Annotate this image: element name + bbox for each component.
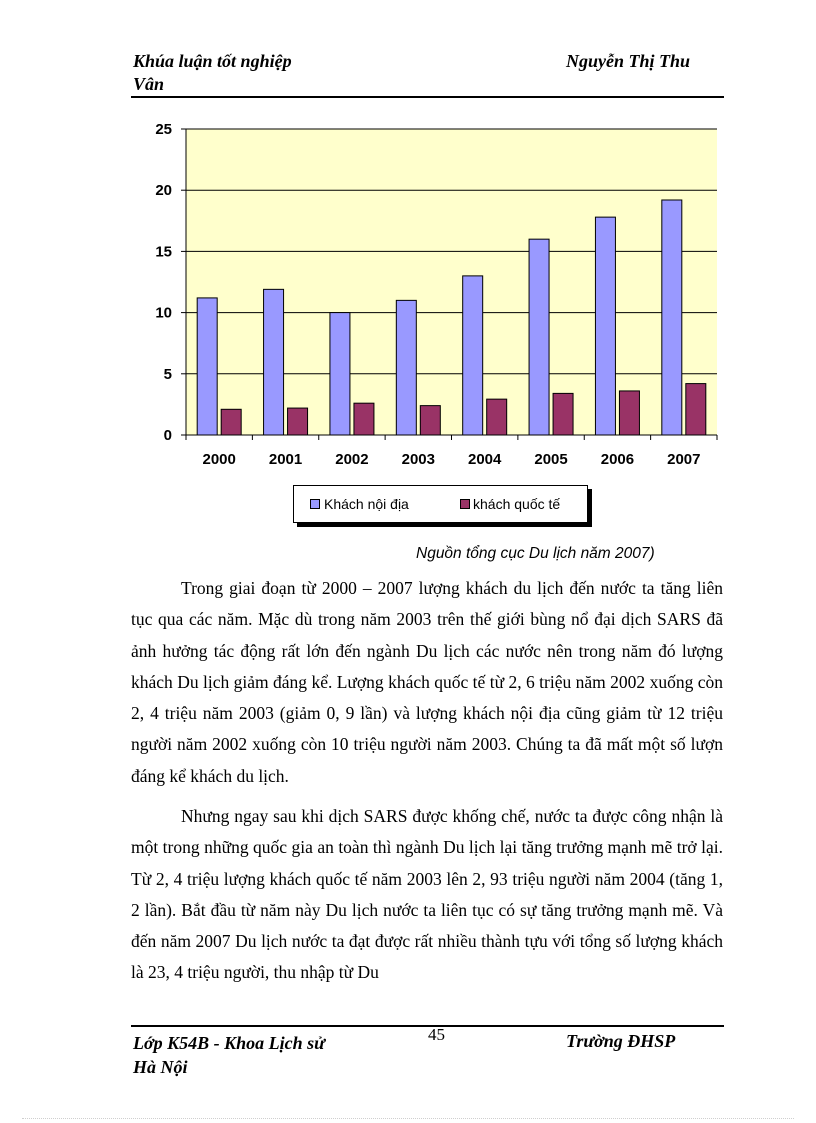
bar-domestic bbox=[662, 200, 682, 435]
y-tick-label: 0 bbox=[163, 427, 172, 444]
legend-swatch-domestic bbox=[310, 499, 320, 509]
footer-right: Trường ĐHSP bbox=[566, 1031, 676, 1051]
header-left-line2: Vân bbox=[133, 74, 165, 94]
paragraph-2 bbox=[131, 801, 723, 989]
footer-left bbox=[133, 1031, 325, 1079]
bar-international bbox=[686, 384, 706, 435]
bar-domestic bbox=[595, 217, 615, 435]
y-tick-label: 15 bbox=[155, 243, 172, 261]
footer-left-line1: Lớp K54B - Khoa Lịch sử bbox=[133, 1033, 325, 1053]
x-tick-label: 2007 bbox=[667, 451, 701, 468]
bar-domestic bbox=[529, 239, 549, 435]
bar-domestic bbox=[396, 300, 416, 435]
bar-international bbox=[619, 391, 639, 435]
footer-left-line2: Hà Nội bbox=[133, 1057, 188, 1077]
bar-domestic bbox=[197, 298, 217, 435]
chart-legend bbox=[293, 485, 588, 523]
header-left-line1: Khúa luận tốt nghiệp bbox=[133, 51, 292, 71]
paragraph-2-text: Nhưng ngay sau khi dịch SARS được khống chế, nước ta được công nhận là một trong những quốc gia an toàn thì ngành Du lịch lại tăng trưởng mạnh mẽ trở lại. Từ 2, 4 triệu lượng khách quốc tế năm 2003 lên 2, 93 triệu người năm 2004 (tăng 1, 2 lần). Bắt đầu từ năm này Du lịch nước ta liên tục có sự tăng trưởng mạnh mẽ. Và đến năm 2007 Du lịch nước ta đạt được rất nhiều thành tựu với tổng số lượng khách là 23, 4 triệu người, thu nhập từ Du bbox=[131, 806, 723, 983]
bar-domestic bbox=[463, 276, 483, 435]
x-tick-label: 2000 bbox=[202, 451, 236, 468]
y-tick-label: 5 bbox=[163, 365, 172, 383]
bar-chart bbox=[0, 0, 816, 540]
paragraph-1-text: Trong giai đoạn từ 2000 – 2007 lượng khách du lịch đến nước ta tăng liên tục qua các năm. Mặc dù trong năm 2003 trên thế giới bùng nổ đại dịch SARS đã ảnh hưởng tác động rất lớn đến ngành Du lịch các nước nên trong năm đó lượng khách Du lịch giảm đáng kể. Lượng khách quốc tế từ 2, 6 triệu năm 2002 xuống còn 2, 4 triệu năm 2003 (giảm 0, 9 lần) và lượng khách nội địa cũng giảm từ 12 triệu người năm 2002 xuống còn 10 triệu người năm 2003. Chúng ta đã mất một số lượn đáng kể khách du lịch. bbox=[131, 578, 723, 786]
y-tick-label: 25 bbox=[155, 121, 172, 138]
x-tick-label: 2005 bbox=[534, 451, 568, 468]
bar-domestic bbox=[330, 313, 350, 435]
bar-international bbox=[487, 399, 507, 435]
legend-label-international: khách quốc tế bbox=[473, 496, 561, 512]
x-tick-label: 2003 bbox=[401, 451, 435, 468]
x-tick-label: 2002 bbox=[335, 451, 369, 468]
page-number: 45 bbox=[428, 1025, 445, 1044]
bar-international bbox=[288, 408, 308, 435]
x-tick-label: 2006 bbox=[600, 451, 635, 468]
header-right: Nguyễn Thị Thu bbox=[566, 51, 691, 71]
x-tick-label: 2004 bbox=[468, 451, 502, 468]
paragraph-1 bbox=[131, 573, 723, 792]
y-tick-label: 20 bbox=[155, 182, 172, 200]
legend-swatch-international bbox=[460, 499, 470, 509]
bar-international bbox=[420, 406, 440, 435]
bar-international bbox=[221, 409, 241, 435]
bottom-dotted-line bbox=[22, 1118, 794, 1119]
bar-international bbox=[553, 393, 573, 435]
bar-domestic bbox=[264, 289, 284, 435]
source-note: Nguồn tổng cục Du lịch năm 2007) bbox=[416, 545, 655, 562]
bar-international bbox=[354, 403, 374, 435]
legend-label-domestic: Khách nội địa bbox=[324, 496, 409, 512]
x-tick-label: 2001 bbox=[268, 451, 303, 468]
y-tick-label: 10 bbox=[155, 304, 172, 322]
